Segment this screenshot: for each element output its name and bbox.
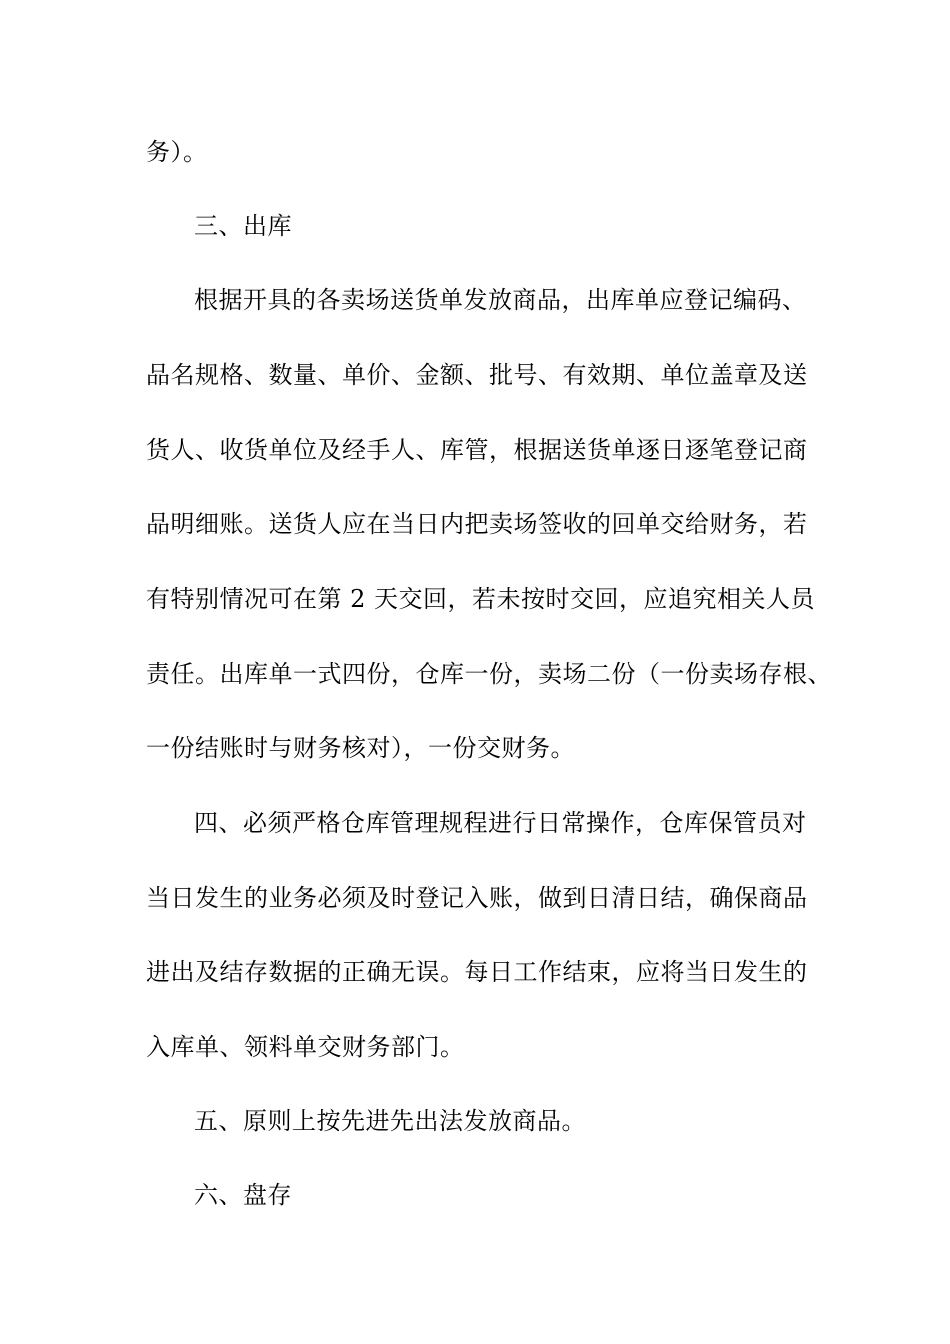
- text-line-12: 进出及结存数据的正确无误。每日工作结束，应将当日发生的: [146, 958, 808, 986]
- text-line-13: 入库单、领料单交财务部门。: [146, 1033, 465, 1061]
- text-line-8: 责任。出库单一式四份，仓库一份，卖场二份（一份卖场存根、: [146, 660, 832, 688]
- text-line-3: 根据开具的各卖场送货单发放商品，出库单应登记编码、: [194, 286, 807, 314]
- section-heading-outbound: 三、出库: [194, 212, 292, 240]
- section-heading-inventory: 六、盘存: [194, 1181, 292, 1209]
- text-line-4: 品名规格、数量、单价、金额、批号、有效期、单位盖章及送: [146, 361, 808, 389]
- text-line-5: 货人、收货单位及经手人、库管，根据送货单逐日逐笔登记商: [146, 436, 808, 464]
- text-line-11: 当日发生的业务必须及时登记入账，做到日清日结，确保商品: [146, 884, 808, 912]
- text-line-9: 一份结账时与财务核对），一份交财务。: [146, 734, 575, 762]
- text-line-10: 四、必须严格仓库管理规程进行日常操作，仓库保管员对: [194, 809, 807, 837]
- text-line-6: 品明细账。送货人应在当日内把卖场签收的回单交给财务，若: [146, 510, 808, 538]
- text-line-7: 有特别情况可在第 2 天交回，若未按时交回，应追究相关人员: [146, 585, 816, 613]
- text-line-1: 务）。: [146, 138, 208, 166]
- text-line-14: 五、原则上按先进先出法发放商品。: [194, 1107, 586, 1135]
